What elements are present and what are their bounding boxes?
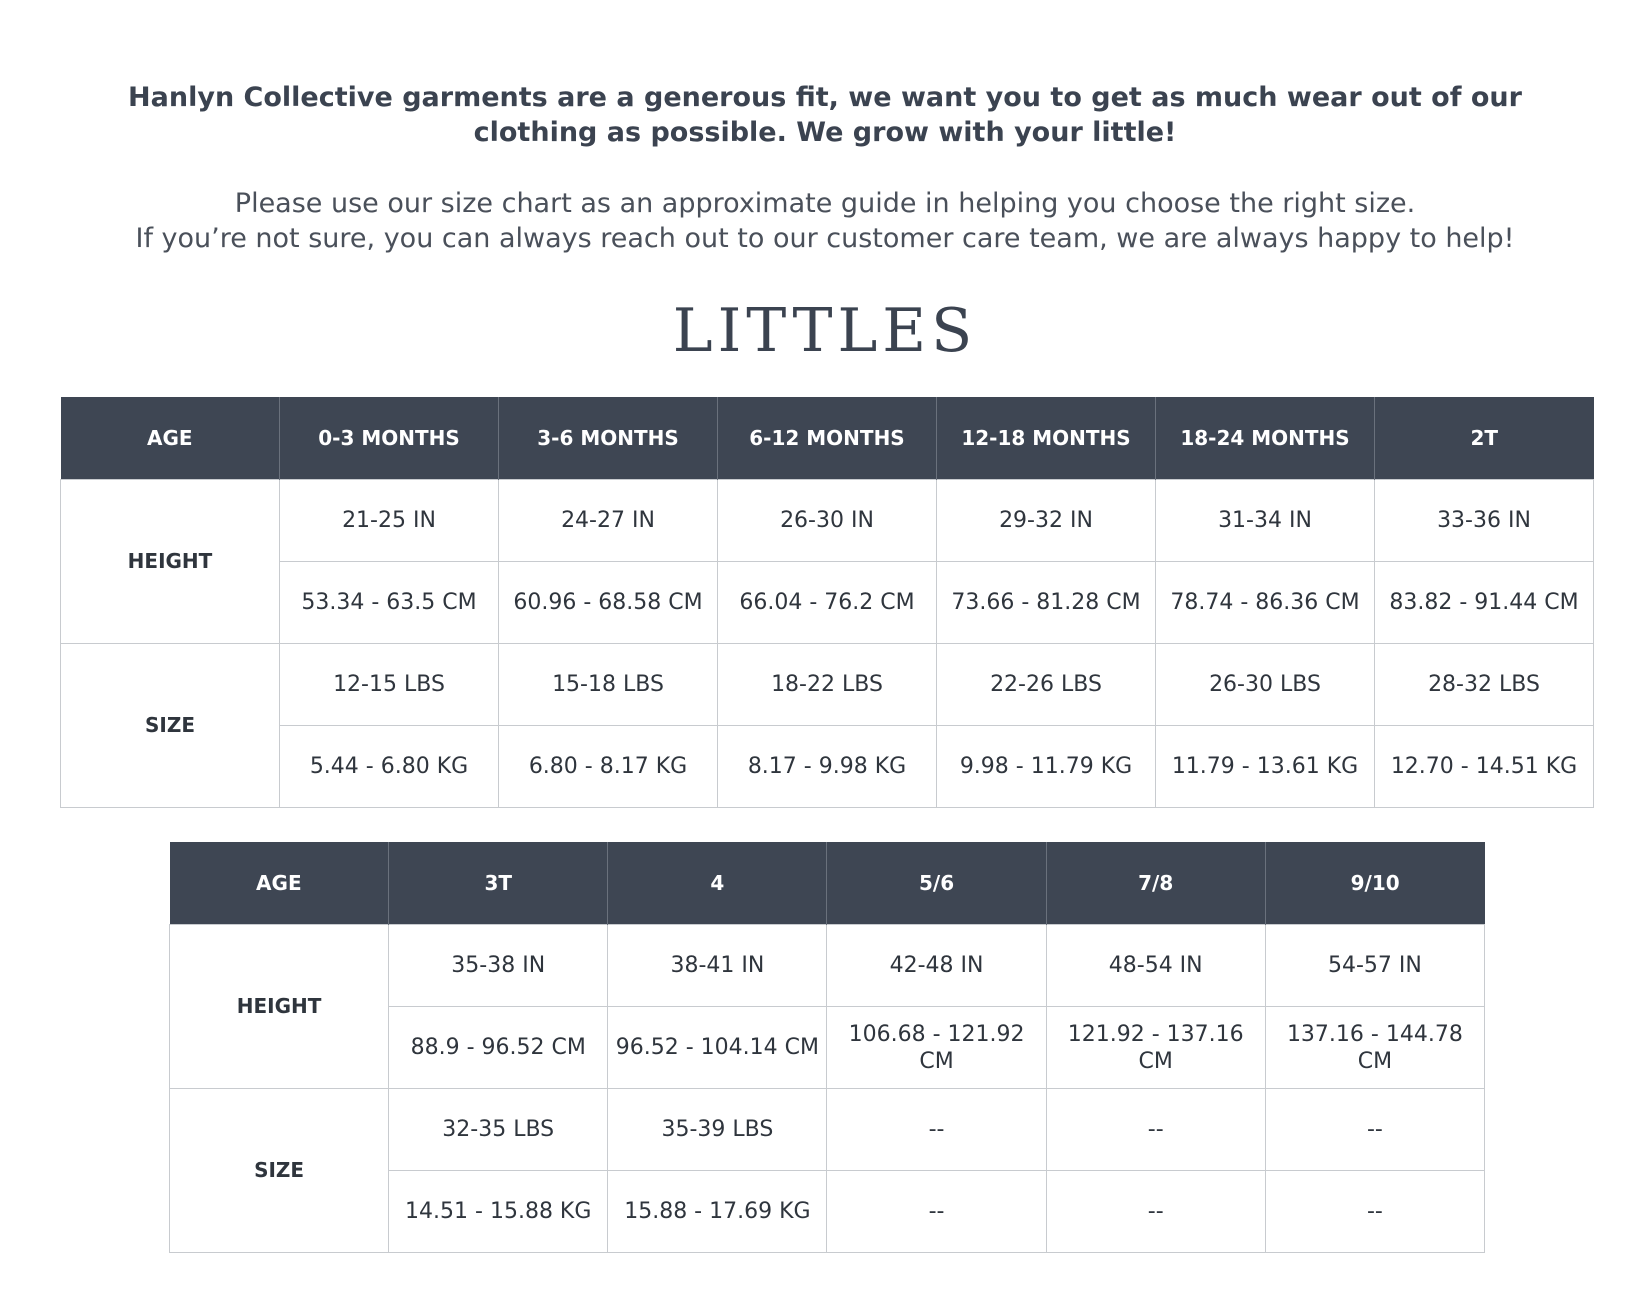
table-cell: 12-15 LBS (280, 644, 499, 726)
table-cell: 66.04 - 76.2 CM (718, 562, 937, 644)
table-cell: 31-34 IN (1156, 480, 1375, 562)
header-cell: 18-24 MONTHS (1156, 397, 1375, 480)
table-cell: 106.68 - 121.92 CM (827, 1007, 1046, 1089)
table-cell: 73.66 - 81.28 CM (937, 562, 1156, 644)
table-cell: 60.96 - 68.58 CM (499, 562, 718, 644)
table-cell: 33-36 IN (1375, 480, 1594, 562)
table-row-height-cm (61, 562, 1594, 644)
row-label-size: SIZE (61, 644, 280, 808)
table-cell: -- (827, 1089, 1046, 1171)
table-cell: 15-18 LBS (499, 644, 718, 726)
intro-bold-line-1: Hanlyn Collective garments are a generous fit, we want you to get as much wear out of our (128, 82, 1522, 113)
table-cell: 35-39 LBS (608, 1089, 827, 1171)
table-cell: 14.51 - 15.88 KG (389, 1171, 608, 1253)
table-row-height-in (61, 480, 1594, 562)
header-cell: 12-18 MONTHS (937, 397, 1156, 480)
table-row-height-in (170, 925, 1485, 1007)
table-cell: -- (1265, 1171, 1484, 1253)
intro-light-line-1: Please use our size chart as an approximate guide in helping you choose the right size. (234, 188, 1416, 219)
table-cell: -- (1046, 1089, 1265, 1171)
table-cell: 48-54 IN (1046, 925, 1265, 1007)
table-cell: 35-38 IN (389, 925, 608, 1007)
table-cell: 83.82 - 91.44 CM (1375, 562, 1594, 644)
table-cell: 32-35 LBS (389, 1089, 608, 1171)
header-cell: 7/8 (1046, 842, 1265, 925)
table-cell: 12.70 - 14.51 KG (1375, 726, 1594, 808)
table-cell: 137.16 - 144.78 CM (1265, 1007, 1484, 1089)
header-cell: AGE (61, 397, 280, 480)
table-cell: 22-26 LBS (937, 644, 1156, 726)
table-cell: 53.34 - 63.5 CM (280, 562, 499, 644)
table-cell: 9.98 - 11.79 KG (937, 726, 1156, 808)
table-cell: 8.17 - 9.98 KG (718, 726, 937, 808)
table-row-weight-lbs (170, 1089, 1485, 1171)
intro-light-line-2: If you’re not sure, you can always reach out to our customer care team, we are always happy to help! (135, 223, 1515, 254)
size-table-bigs (169, 842, 1485, 1253)
table-cell: 121.92 - 137.16 CM (1046, 1007, 1265, 1089)
table-cell: 21-25 IN (280, 480, 499, 562)
header-cell: 3-6 MONTHS (499, 397, 718, 480)
intro-light-text (0, 186, 1650, 256)
table-cell: 15.88 - 17.69 KG (608, 1171, 827, 1253)
table-cell: 6.80 - 8.17 KG (499, 726, 718, 808)
table-cell: 38-41 IN (608, 925, 827, 1007)
table-cell: 18-22 LBS (718, 644, 937, 726)
header-cell: 0-3 MONTHS (280, 397, 499, 480)
table-header-row (61, 397, 1594, 480)
header-cell: 5/6 (827, 842, 1046, 925)
table-cell: 11.79 - 13.61 KG (1156, 726, 1375, 808)
table-cell: 28-32 LBS (1375, 644, 1594, 726)
table-row-weight-kg (61, 726, 1594, 808)
table-header-row (170, 842, 1485, 925)
table-cell: 5.44 - 6.80 KG (280, 726, 499, 808)
size-table-littles (60, 397, 1594, 808)
intro-bold-line-2: clothing as possible. We grow with your little! (473, 117, 1177, 148)
header-cell: 9/10 (1265, 842, 1484, 925)
table-cell: 54-57 IN (1265, 925, 1484, 1007)
row-label-height: HEIGHT (170, 925, 389, 1089)
header-cell: 3T (389, 842, 608, 925)
table-cell: 26-30 LBS (1156, 644, 1375, 726)
table-cell: 96.52 - 104.14 CM (608, 1007, 827, 1089)
intro-bold-text (0, 80, 1650, 150)
row-label-height: HEIGHT (61, 480, 280, 644)
table-cell: -- (1265, 1089, 1484, 1171)
table-cell: 42-48 IN (827, 925, 1046, 1007)
header-cell: 6-12 MONTHS (718, 397, 937, 480)
table-row-weight-lbs (61, 644, 1594, 726)
table-cell: -- (827, 1171, 1046, 1253)
table-cell: 78.74 - 86.36 CM (1156, 562, 1375, 644)
table-cell: 29-32 IN (937, 480, 1156, 562)
header-cell: 2T (1375, 397, 1594, 480)
table-cell: 88.9 - 96.52 CM (389, 1007, 608, 1089)
header-cell: AGE (170, 842, 389, 925)
table-cell: 24-27 IN (499, 480, 718, 562)
section-heading: LITTLES (672, 296, 978, 366)
header-cell: 4 (608, 842, 827, 925)
row-label-size: SIZE (170, 1089, 389, 1253)
table-cell: 26-30 IN (718, 480, 937, 562)
table-cell: -- (1046, 1171, 1265, 1253)
